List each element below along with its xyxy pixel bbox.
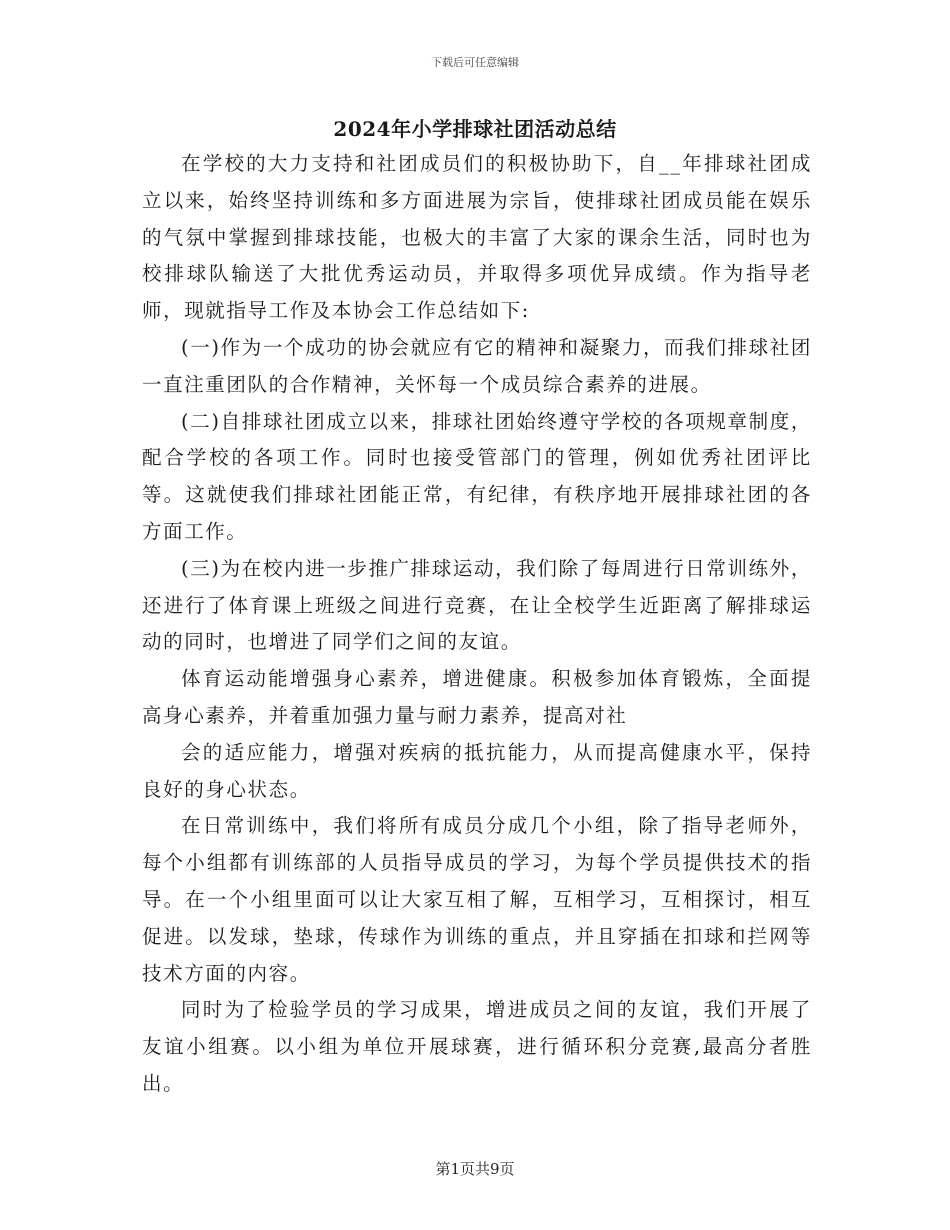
- paragraph-item-1: (一)作为一个成功的协会就应有它的精神和凝聚力，而我们排球社团一直注重团队的合作精神，关怀每一个成员综合素养的进展。: [142, 335, 812, 396]
- document-title: 2024年小学排球社团活动总结: [333, 117, 617, 141]
- paragraph-health-continued: 会的适应能力，增强对疾病的抵抗能力，从而提高健康水平，保持良好的身心状态。: [142, 740, 812, 801]
- page-number: 第1页共9页: [435, 1160, 515, 1178]
- paragraph-item-3: (三)为在校内进一步推广排球运动，我们除了每周进行日常训练外，还进行了体育课上班级之间进行竞赛，在让全校学生近距离了解排球运动的同时，也增进了同学们之间的友谊。: [142, 556, 812, 654]
- paragraph-training: 在日常训练中，我们将所有成员分成几个小组，除了指导老师外，每个小组都有训练部的人员指导成员的学习，为每个学员提供技术的指导。在一个小组里面可以让大家互相了解，互相学习，互相探讨，相互促进。以发球，垫球，传球作为训练的重点，并且穿插在扣球和拦网等技术方面的内容。: [142, 814, 812, 985]
- paragraph-health: 体育运动能增强身心素养，增进健康。积极参加体育锻炼，全面提高身心素养，并着重加强力量与耐力素养，提高对社: [142, 667, 812, 727]
- paragraph-intro: 在学校的大力支持和社团成员们的积极协助下，自__年排球社团成立以来，始终坚持训练和多方面进展为宗旨，使排球社团成员能在娱乐的气氛中掌握到排球技能，也极大的丰富了大家的课余生活，同时也为校排球队输送了大批优秀运动员，并取得多项优异成绩。作为指导老师，现就指导工作及本协会工作总结如下:: [142, 152, 812, 323]
- paragraph-item-2: (二)自排球社团成立以来，排球社团始终遵守学校的各项规章制度，配合学校的各项工作。同时也接受管部门的管理，例如优秀社团评比等。这就使我们排球社团能正常，有纪律，有秩序地开展排球社团的各方面工作。: [142, 409, 812, 543]
- header-note: 下载后可任意编辑: [431, 56, 519, 69]
- document-body: [142, 146, 812, 1103]
- paragraph-competition: 同时为了检验学员的学习成果，增进成员之间的友谊，我们开展了友谊小组赛。以小组为单位开展球赛，进行循环积分竞赛,最高分者胜出。: [142, 998, 812, 1095]
